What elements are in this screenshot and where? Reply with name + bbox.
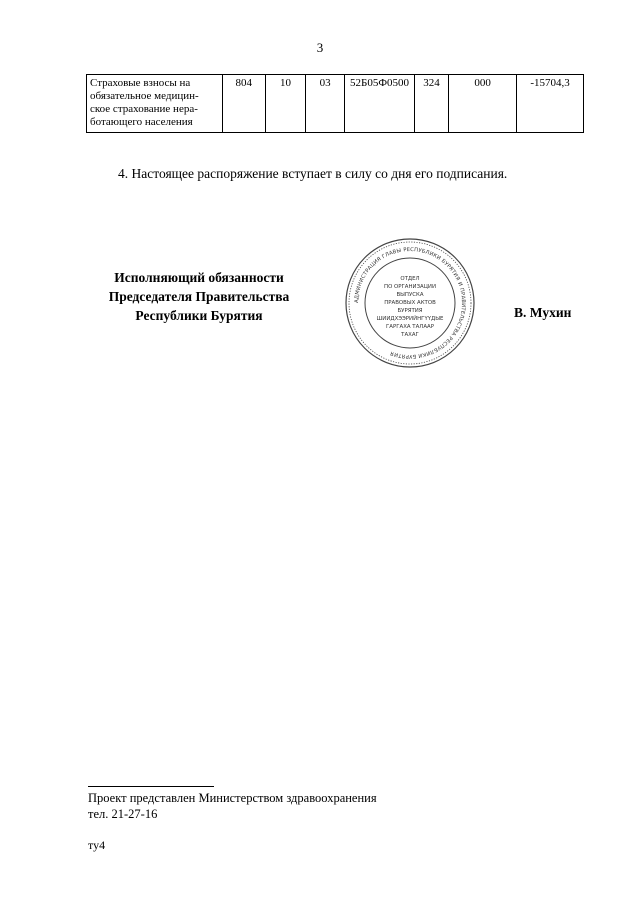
footnote <box>88 790 377 822</box>
page-number: 3 <box>316 40 324 55</box>
cell-kosgu: 000 <box>448 75 516 133</box>
seal-text-line: ШИИДХЭЭРИЙНГҮҮДЫЕ <box>376 316 444 322</box>
row-description-line: ское страхование нера- <box>90 103 198 115</box>
seal-text-line: ГАРГАХА ТАЛААР <box>386 324 434 330</box>
seal-text-line: ПО ОРГАНИЗАЦИИ <box>384 284 436 290</box>
cell-vr: 324 <box>415 75 449 133</box>
signer-name: В. Мухин <box>514 305 572 320</box>
seal-text-line: ВЫПУСКА <box>396 292 424 298</box>
official-seal <box>343 236 477 370</box>
seal-text-line: ТАХАГ <box>401 332 419 338</box>
seal-text-line: БУРЯТИЯ <box>397 308 423 314</box>
budget-table <box>86 74 584 133</box>
footnote-line: Проект представлен Министерством здравоохранения <box>88 791 377 805</box>
seal-text-line: ПРАВОВЫХ АКТОВ <box>384 300 436 306</box>
signatory-position <box>86 268 312 325</box>
footnote-phone: тел. 21-27-16 <box>88 807 158 821</box>
position-line: Председателя Правительства <box>108 289 290 304</box>
seal-text-line: ОТДЕЛ <box>400 276 420 282</box>
row-description-line: ботающего населения <box>90 116 193 128</box>
paragraph-4: 4. Настоящее распоряжение вступает в силу со дня его подписания. <box>118 166 508 181</box>
row-description-line: Страховые взносы на <box>90 77 191 89</box>
row-description <box>87 75 223 133</box>
table-row <box>87 75 584 133</box>
cell-pr: 03 <box>306 75 345 133</box>
position-line: Республики Бурятия <box>135 308 263 323</box>
position-line: Исполняющий обязанности <box>114 270 284 285</box>
cell-ved: 804 <box>222 75 265 133</box>
cell-rz: 10 <box>265 75 306 133</box>
reference-code: ту4 <box>88 838 106 852</box>
row-description-line: обязательное медицин- <box>90 90 199 102</box>
footnote-divider <box>88 786 214 787</box>
cell-sum: -15704,3 <box>517 75 584 133</box>
cell-csr: 52Б05Ф0500 <box>344 75 414 133</box>
seal-ring-text: АДМИНИСТРАЦИЯ ГЛАВЫ РЕСПУБЛИКИ БУРЯТИЯ И ПРАВИТЕЛЬСТВА РЕСПУБЛИКИ БУРЯТИЯ <box>353 246 467 360</box>
